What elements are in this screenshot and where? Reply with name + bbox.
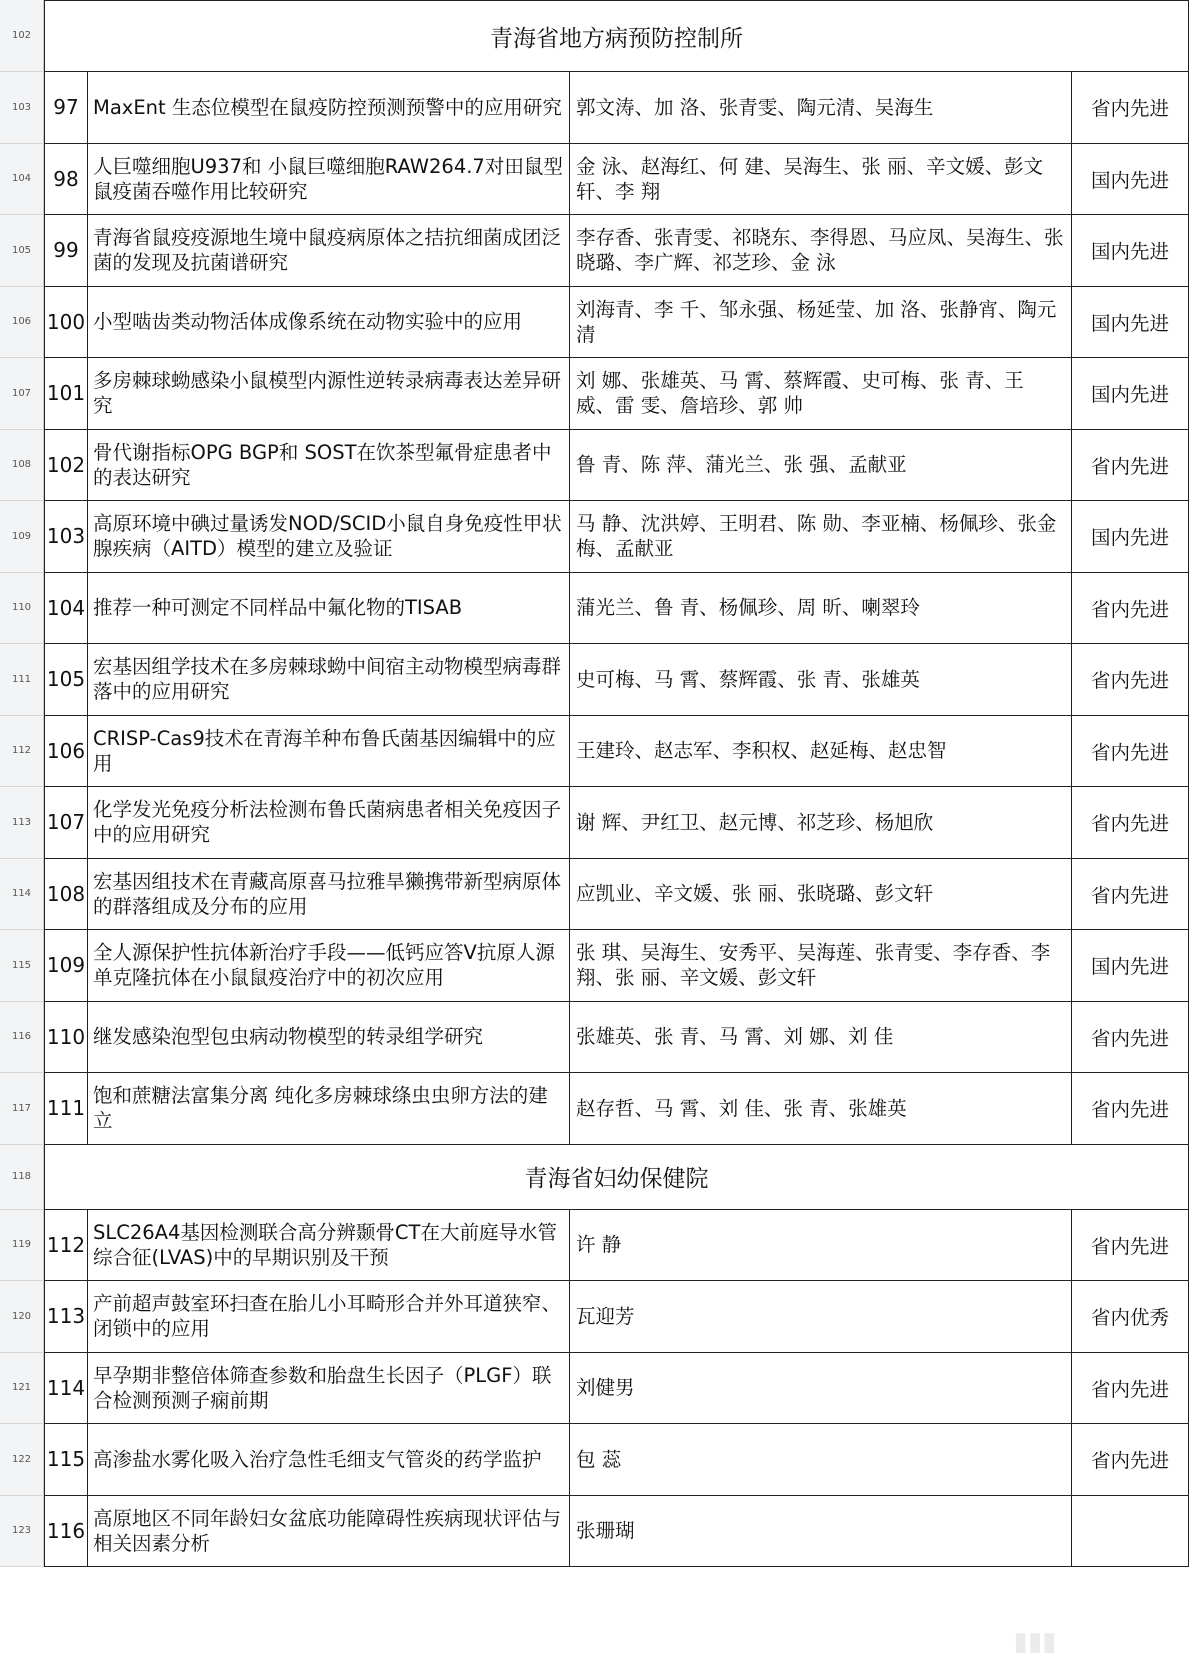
entry-number: 111 <box>44 1073 88 1145</box>
row-number[interactable]: 119 <box>0 1210 44 1282</box>
entry-number: 113 <box>44 1281 88 1353</box>
project-title <box>88 573 570 645</box>
project-title <box>88 144 570 216</box>
project-title <box>88 358 570 430</box>
authors <box>570 430 1072 502</box>
evaluation-level: 省内先进 <box>1072 787 1189 859</box>
project-title <box>88 787 570 859</box>
project-title <box>88 1353 570 1425</box>
authors <box>570 215 1072 287</box>
authors <box>570 930 1072 1002</box>
table-row <box>0 787 1199 859</box>
authors-text: 包 蕊 <box>576 1447 622 1471</box>
authors <box>570 1002 1072 1074</box>
row-number[interactable]: 120 <box>0 1281 44 1353</box>
evaluation-level: 省内先进 <box>1072 644 1189 716</box>
authors <box>570 644 1072 716</box>
entry-number: 114 <box>44 1353 88 1425</box>
section-title-text: 青海省地方病预防控制所 <box>490 25 743 52</box>
project-title <box>88 1496 570 1568</box>
entry-number: 100 <box>44 287 88 359</box>
project-title-text: 早孕期非整倍体筛查参数和胎盘生长因子（PLGF）联合检测预测子痫前期 <box>93 1363 552 1412</box>
project-title-text: 推荐一种可测定不同样品中氟化物的TISAB <box>93 596 463 620</box>
authors <box>570 287 1072 359</box>
evaluation-level: 省内先进 <box>1072 1002 1189 1074</box>
table-row <box>0 930 1199 1002</box>
project-title-text: 多房棘球蚴感染小鼠模型内源性逆转录病毒表达差异研究 <box>93 369 562 418</box>
table-row <box>0 644 1199 716</box>
entry-number: 98 <box>44 144 88 216</box>
project-title-text: 高原地区不同年龄妇女盆底功能障碍性疾病现状评估与相关因素分析 <box>93 1506 562 1555</box>
authors <box>570 859 1072 931</box>
table-row <box>0 1496 1199 1568</box>
table-row <box>0 501 1199 573</box>
authors <box>570 501 1072 573</box>
project-title-text: 化学发光免疫分析法检测布鲁氏菌病患者相关免疫因子中的应用研究 <box>93 798 562 847</box>
section-title <box>44 1145 1189 1210</box>
project-title-text: 全人源保护性抗体新治疗手段——低钙应答V抗原人源单克隆抗体在小鼠鼠疫治疗中的初次应用 <box>93 941 555 990</box>
evaluation-level: 国内先进 <box>1072 930 1189 1002</box>
evaluation-level: 国内先进 <box>1072 358 1189 430</box>
authors-text: 蒲光兰、鲁 青、杨佩珍、周 昕、喇翠玲 <box>576 596 920 620</box>
table-row <box>0 859 1199 931</box>
row-number[interactable]: 117 <box>0 1073 44 1145</box>
entry-number: 99 <box>44 215 88 287</box>
project-title <box>88 430 570 502</box>
row-number[interactable]: 104 <box>0 144 44 216</box>
entry-number: 101 <box>44 358 88 430</box>
evaluation-level: 省内先进 <box>1072 859 1189 931</box>
row-number[interactable]: 107 <box>0 358 44 430</box>
evaluation-level <box>1072 1496 1189 1568</box>
evaluation-level: 省内先进 <box>1072 72 1189 144</box>
evaluation-level: 省内先进 <box>1072 430 1189 502</box>
authors-text: 张雄英、张 青、马 霄、刘 娜、刘 佳 <box>576 1025 894 1049</box>
authors <box>570 1210 1072 1282</box>
entry-number: 97 <box>44 72 88 144</box>
authors <box>570 1353 1072 1425</box>
entry-number: 115 <box>44 1424 88 1496</box>
section-header-row <box>0 1145 1199 1210</box>
row-number[interactable]: 108 <box>0 430 44 502</box>
authors-text: 李存香、张青雯、祁晓东、李得恩、马应凤、吴海生、张晓璐、李广辉、祁芝珍、金 泳 <box>576 226 1064 275</box>
table-row <box>0 1424 1199 1496</box>
authors <box>570 573 1072 645</box>
project-title-text: 青海省鼠疫疫源地生境中鼠疫病原体之拮抗细菌成团泛菌的发现及抗菌谱研究 <box>93 226 562 275</box>
authors <box>570 716 1072 788</box>
project-title <box>88 287 570 359</box>
section-title-text: 青海省妇幼保健院 <box>524 1166 709 1192</box>
row-number[interactable]: 114 <box>0 859 44 931</box>
row-number[interactable]: 102 <box>0 0 44 72</box>
project-title-text: 宏基因组技术在青藏高原喜马拉雅旱獭携带新型病原体的群落组成及分布的应用 <box>93 869 562 918</box>
table-row <box>0 1073 1199 1145</box>
row-number[interactable]: 112 <box>0 716 44 788</box>
table-row <box>0 716 1199 788</box>
project-title <box>88 501 570 573</box>
entry-number: 112 <box>44 1210 88 1282</box>
table-row <box>0 1210 1199 1282</box>
row-number[interactable]: 116 <box>0 1002 44 1074</box>
project-title <box>88 215 570 287</box>
row-number[interactable]: 115 <box>0 930 44 1002</box>
entry-number: 116 <box>44 1496 88 1568</box>
entry-number: 103 <box>44 501 88 573</box>
table-row <box>0 72 1199 144</box>
entry-number: 105 <box>44 644 88 716</box>
evaluation-level: 国内先进 <box>1072 215 1189 287</box>
table-row <box>0 215 1199 287</box>
evaluation-level: 省内先进 <box>1072 573 1189 645</box>
table-row <box>0 287 1199 359</box>
table-row <box>0 1353 1199 1425</box>
row-number[interactable]: 103 <box>0 72 44 144</box>
table-row <box>0 1002 1199 1074</box>
project-title-text: 宏基因组学技术在多房棘球蚴中间宿主动物模型病毒群落中的应用研究 <box>93 655 562 704</box>
authors-text: 刘海青、李 千、邹永强、杨延莹、加 洛、张静宵、陶元清 <box>576 297 1057 346</box>
authors-text: 刘健男 <box>576 1376 635 1400</box>
row-number[interactable]: 109 <box>0 501 44 573</box>
project-title-text: 高原环境中碘过量诱发NOD/SCID小鼠自身免疫性甲状腺疾病（AITD）模型的建立及验证 <box>93 512 562 561</box>
authors <box>570 787 1072 859</box>
project-title <box>88 1210 570 1282</box>
entry-number: 102 <box>44 430 88 502</box>
table-row <box>0 358 1199 430</box>
authors <box>570 144 1072 216</box>
section-header-row <box>0 0 1199 72</box>
section-title <box>44 0 1189 72</box>
evaluation-level: 省内先进 <box>1072 1210 1189 1282</box>
row-number[interactable]: 113 <box>0 787 44 859</box>
evaluation-level: 省内先进 <box>1072 716 1189 788</box>
authors-text: 赵存哲、马 霄、刘 佳、张 青、张雄英 <box>576 1096 907 1120</box>
entry-number: 109 <box>44 930 88 1002</box>
row-number[interactable]: 118 <box>0 1145 44 1210</box>
evaluation-level: 省内先进 <box>1072 1073 1189 1145</box>
entry-number: 104 <box>44 573 88 645</box>
authors-text: 金 泳、赵海红、何 建、吴海生、张 丽、辛文媛、彭文轩、李 翔 <box>576 154 1044 203</box>
evaluation-level: 省内先进 <box>1072 1353 1189 1425</box>
row-number[interactable]: 105 <box>0 215 44 287</box>
authors <box>570 72 1072 144</box>
authors <box>570 358 1072 430</box>
authors-text: 郭文涛、加 洛、张青雯、陶元清、吴海生 <box>576 95 934 119</box>
project-title <box>88 72 570 144</box>
row-number[interactable]: 110 <box>0 573 44 645</box>
row-number[interactable]: 111 <box>0 644 44 716</box>
entry-number: 110 <box>44 1002 88 1074</box>
authors-text: 张珊瑚 <box>576 1519 635 1543</box>
authors-text: 谢 辉、尹红卫、赵元博、祁芝珍、杨旭欣 <box>576 810 934 834</box>
authors-text: 应凯业、辛文媛、张 丽、张晓璐、彭文轩 <box>576 882 934 906</box>
authors <box>570 1073 1072 1145</box>
table-row <box>0 573 1199 645</box>
evaluation-level: 国内先进 <box>1072 501 1189 573</box>
row-number[interactable]: 121 <box>0 1353 44 1425</box>
authors-text: 许 静 <box>576 1233 622 1257</box>
project-title-text: 小型啮齿类动物活体成像系统在动物实验中的应用 <box>93 310 523 334</box>
row-number[interactable]: 122 <box>0 1424 44 1496</box>
evaluation-level: 省内先进 <box>1072 1424 1189 1496</box>
project-title <box>88 1281 570 1353</box>
evaluation-level: 国内先进 <box>1072 287 1189 359</box>
entry-number: 106 <box>44 716 88 788</box>
project-title-text: 产前超声鼓室环扫查在胎儿小耳畸形合并外耳道狭窄、闭锁中的应用 <box>93 1292 562 1341</box>
authors <box>570 1496 1072 1568</box>
authors-text: 张 琪、吴海生、安秀平、吴海莲、张青雯、李存香、李 翔、张 丽、辛文媛、彭文轩 <box>576 941 1051 990</box>
authors-text: 瓦迎芳 <box>576 1304 635 1328</box>
project-title-text: 骨代谢指标OPG BGP和 SOST在饮茶型氟骨症患者中的表达研究 <box>93 440 552 489</box>
project-title <box>88 644 570 716</box>
row-number[interactable]: 106 <box>0 287 44 359</box>
project-title-text: 高渗盐水雾化吸入治疗急性毛细支气管炎的药学监护 <box>93 1447 542 1471</box>
entry-number: 107 <box>44 787 88 859</box>
project-title-text: CRISP-Cas9技术在青海羊种布鲁氏菌基因编辑中的应用 <box>93 726 556 775</box>
project-title-text: MaxEnt 生态位模型在鼠疫防控预测预警中的应用研究 <box>93 95 562 119</box>
project-title <box>88 716 570 788</box>
project-title <box>88 1424 570 1496</box>
table-row <box>0 430 1199 502</box>
entry-number: 108 <box>44 859 88 931</box>
authors-text: 刘 娜、张雄英、马 霄、蔡辉霞、史可梅、张 青、王 威、雷 雯、詹培珍、郭 帅 <box>576 369 1024 418</box>
evaluation-level: 国内先进 <box>1072 144 1189 216</box>
table-row <box>0 144 1199 216</box>
row-number[interactable]: 123 <box>0 1496 44 1568</box>
project-title-text: 人巨噬细胞U937和 小鼠巨噬细胞RAW264.7对田鼠型鼠疫菌吞噬作用比较研究 <box>93 154 563 203</box>
project-title <box>88 859 570 931</box>
project-title-text: 饱和蔗糖法富集分离 纯化多房棘球绦虫虫卵方法的建立 <box>93 1084 548 1133</box>
authors <box>570 1424 1072 1496</box>
authors <box>570 1281 1072 1353</box>
watermark-mark: ▮▮▮ <box>1013 1627 1057 1657</box>
project-title <box>88 1002 570 1074</box>
project-title-text: SLC26A4基因检测联合高分辨颞骨CT在大前庭导水管综合征(LVAS)中的早期识别及干预 <box>93 1220 557 1269</box>
authors-text: 鲁 青、陈 萍、蒲光兰、张 强、孟献亚 <box>576 453 907 477</box>
authors-text: 马 静、沈洪婷、王明君、陈 勋、李亚楠、杨佩珍、张金梅、孟献亚 <box>576 512 1057 561</box>
table-row <box>0 1281 1199 1353</box>
evaluation-level: 省内优秀 <box>1072 1281 1189 1353</box>
authors-text: 史可梅、马 霄、蔡辉霞、张 青、张雄英 <box>576 667 920 691</box>
project-title <box>88 1073 570 1145</box>
authors-text: 王建玲、赵志军、李积权、赵延梅、赵忠智 <box>576 739 947 763</box>
project-title-text: 继发感染泡型包虫病动物模型的转录组学研究 <box>93 1025 484 1049</box>
project-title <box>88 930 570 1002</box>
